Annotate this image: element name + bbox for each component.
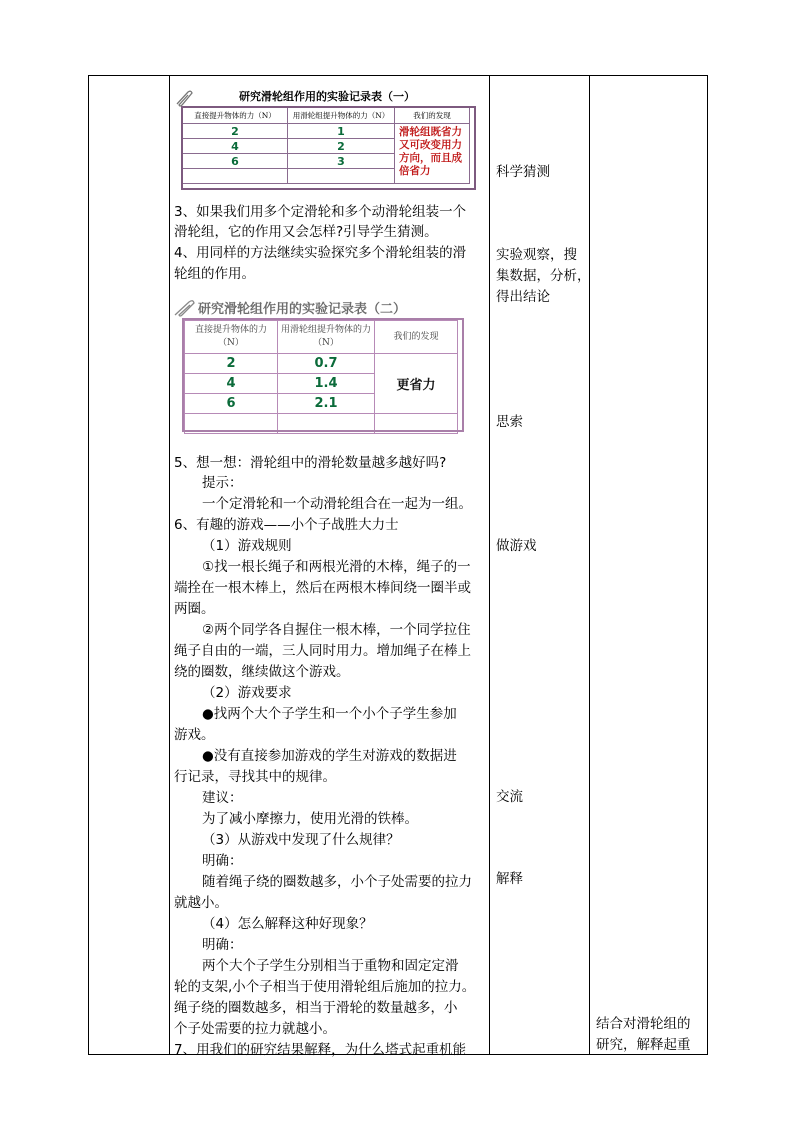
- content-line: （1）游戏规则: [202, 538, 292, 554]
- cell-direct: 2: [183, 124, 288, 139]
- content-line: ①找一根长绳子和两根光滑的木棒，绳子的一: [202, 559, 471, 575]
- content-line: ②两个同学各自握住一根木棒，一个同学拉住: [202, 622, 471, 638]
- content-line: 两个大个子学生分别相当于重物和固定定滑: [202, 958, 459, 974]
- content-line: （3）从游戏中发现了什么规律？: [202, 832, 400, 848]
- header-finding: 我们的发现: [375, 321, 458, 354]
- content-line: 随着绳子绕的圈数越多，小个子处需要的拉力: [202, 874, 472, 890]
- content-line: 为了减小摩擦力，使用光滑的铁棒。: [202, 811, 418, 827]
- content-line: ●没有直接参加游戏的学生对游戏的数据进: [202, 748, 457, 764]
- header-pulley-force: 用滑轮组提升物体的力（N）: [288, 107, 395, 124]
- content-line: 两圈。: [174, 601, 215, 617]
- activity-label: 得出结论: [496, 289, 550, 305]
- activity-label: 交流: [496, 789, 523, 805]
- activity-label: 集数据，分析，: [496, 268, 591, 284]
- cell-direct: 4: [183, 139, 288, 154]
- content-line: 7、用我们的研究结果解释，为什么塔式起重机能: [174, 1042, 467, 1058]
- content-line: 轮组的作用。: [174, 266, 255, 282]
- column-divider: [489, 76, 490, 1054]
- cell-direct: 6: [183, 154, 288, 169]
- design-note: 结合对滑轮组的: [596, 1016, 691, 1032]
- content-line: 提示：: [202, 475, 243, 491]
- record-table-one-title: 研究滑轮组作用的实验记录表（一）: [239, 90, 415, 103]
- content-line: 6、有趣的游戏——小个子战胜大力士: [174, 517, 399, 533]
- column-divider: [169, 76, 170, 1054]
- record-table-two: [172, 296, 472, 436]
- record-table-two-title: 研究滑轮组作用的实验记录表（二）: [198, 302, 407, 317]
- cell-pulley: 3: [288, 154, 395, 169]
- content-line: 绕的圈数，继续做这个游戏。: [174, 664, 350, 680]
- content-line: 3、如果我们用多个定滑轮和多个动滑轮组装一个: [174, 204, 467, 220]
- content-line: 端拴在一根木棒上，然后在两根木棒间绕一圈半或: [174, 580, 471, 596]
- cell-pulley: 0.7: [278, 354, 375, 374]
- content-line: 4、用同样的方法继续实验探究多个滑轮组装的滑: [174, 245, 467, 261]
- content-line: 明确：: [202, 853, 243, 869]
- content-line: 个子处需要的拉力就越小。: [174, 1021, 336, 1037]
- content-line: （4）怎么解释这种好现象？: [202, 916, 373, 932]
- header-pulley-force: 用滑轮组提升物体的力（N）: [278, 321, 375, 354]
- content-line: 就越小。: [174, 895, 228, 911]
- activity-label: 实验观察，搜: [496, 247, 577, 263]
- cell-pulley: 1.4: [278, 374, 375, 394]
- cell-pulley: 2.1: [278, 394, 375, 414]
- content-line: 5、想一想：滑轮组中的滑轮数量越多越好吗?: [174, 455, 447, 471]
- finding-text: 更省力: [375, 354, 458, 414]
- content-line: 绳子绕的圈数越多，相当于滑轮的数量越多，小: [174, 1000, 458, 1016]
- content-line: 游戏。: [174, 727, 215, 743]
- content-line: 一个定滑轮和一个动滑轮组合在一起为一组。: [202, 496, 472, 512]
- cell-direct: 6: [185, 394, 278, 414]
- activity-label: 科学猜测: [496, 164, 550, 180]
- activity-label: 解释: [496, 871, 523, 887]
- table-frame: [182, 318, 464, 432]
- paperclip-icon: [172, 298, 198, 318]
- content-line: 绳子自由的一端，三人同时用力。增加绳子在棒上: [174, 643, 471, 659]
- column-divider: [589, 76, 590, 1054]
- header-direct-force: 直接提升物体的力（N）: [185, 321, 278, 354]
- content-line: 滑轮组，它的作用又会怎样?引导学生猜测。: [174, 224, 438, 240]
- cell-direct: 4: [185, 374, 278, 394]
- content-line: 明确：: [202, 937, 243, 953]
- record-table-one: [172, 82, 482, 188]
- activity-label: 思索: [496, 414, 523, 430]
- content-line: 建议：: [202, 790, 243, 806]
- content-line: 轮的支架,小个子相当于使用滑轮组后施加的拉力。: [174, 979, 476, 995]
- cell-pulley: 2: [288, 139, 395, 154]
- content-line: 行记录，寻找其中的规律。: [174, 769, 336, 785]
- header-direct-force: 直接提升物体的力（N）: [183, 107, 288, 124]
- table-frame: [181, 106, 476, 190]
- cell-pulley: 1: [288, 124, 395, 139]
- design-note: 研究，解释起重: [596, 1037, 691, 1053]
- finding-text: 滑轮组既省力又可改变用力方向，而且成倍省力: [395, 124, 470, 184]
- activity-label: 做游戏: [496, 538, 537, 554]
- cell-direct: 2: [185, 354, 278, 374]
- content-line: ●找两个大个子学生和一个小个子学生参加: [202, 706, 457, 722]
- header-finding: 我们的发现: [395, 107, 470, 124]
- content-line: （2）游戏要求: [202, 685, 292, 701]
